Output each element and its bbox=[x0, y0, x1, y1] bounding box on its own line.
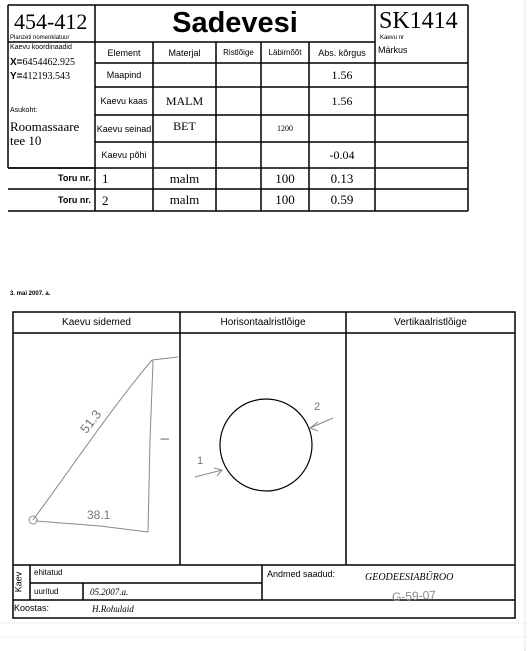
footer-author-value: H.Rohulaid bbox=[92, 604, 134, 614]
pipe-2-label: Toru nr. bbox=[58, 195, 91, 205]
pipe-1-number: 1 bbox=[102, 171, 109, 186]
footer-surveyed-label: uuritud bbox=[34, 587, 59, 596]
footer-data-source-label: Andmed saadud: bbox=[267, 569, 336, 579]
pipe-1-label: Toru nr. bbox=[58, 173, 91, 183]
pipe-2-number: 2 bbox=[102, 193, 109, 208]
sketch-line-base bbox=[36, 521, 148, 532]
row-kaevu-pohi-element: Kaevu põhi bbox=[101, 150, 147, 160]
header-cross-section: Ristlõige bbox=[223, 48, 254, 57]
coords-label: Kaevu koordinaadid bbox=[10, 44, 72, 51]
panel-title-vertical: Vertikaalristlõige bbox=[394, 317, 467, 328]
footer-side-label: Kaev bbox=[13, 571, 24, 593]
well-number-caption: Kaevu nr bbox=[380, 35, 405, 41]
dim-b: I bbox=[157, 437, 172, 441]
footer-author-label: Koostas: bbox=[14, 603, 50, 613]
footer-data-source-value: GEODEESIABÜROO bbox=[365, 572, 454, 583]
y-value: 412193.543 bbox=[22, 71, 71, 82]
dim-c: 38.1 bbox=[87, 508, 111, 522]
row-kaevu-pohi-height: -0.04 bbox=[329, 147, 355, 162]
panel-title-horizontal: Horisontaalristlõige bbox=[220, 317, 306, 328]
x-label: X= bbox=[10, 57, 23, 68]
dim-a: 51.3 bbox=[76, 406, 105, 437]
date-text: 3. mai 2007. a. bbox=[10, 291, 51, 297]
pipe-1-diameter: 100 bbox=[275, 170, 295, 186]
location-label: Asukoht: bbox=[10, 107, 38, 114]
sketch-line-connector bbox=[152, 357, 178, 360]
header-material: Materjal bbox=[168, 47, 201, 58]
header-notes: Märkus bbox=[378, 45, 408, 55]
row-maapind-height: 1.56 bbox=[331, 67, 353, 82]
pipe-1-line bbox=[195, 470, 222, 477]
footer-surveyed-value: 05.2007.a. bbox=[90, 587, 129, 597]
well-circle bbox=[220, 399, 312, 491]
row-kaevu-seinad-material: BET bbox=[173, 119, 196, 133]
row-maapind-element: Maapind bbox=[106, 70, 142, 80]
page-title: Sadevesi bbox=[172, 7, 298, 39]
pipe-2-height: 0.59 bbox=[330, 192, 354, 207]
pipe-2-diameter: 100 bbox=[275, 192, 295, 207]
row-kaevu-kaas-height: 1.56 bbox=[331, 93, 353, 108]
sketch-line-hypotenuse bbox=[33, 360, 152, 520]
panel-title-links: Kaevu sidemed bbox=[62, 317, 131, 328]
row-kaevu-kaas-material: MALM bbox=[165, 93, 204, 108]
header-abs-height: Abs. kõrgus bbox=[318, 47, 366, 58]
sheet-code: 454-412 bbox=[14, 9, 88, 34]
location-line1: Roomassaare bbox=[10, 119, 80, 134]
y-label: Y= bbox=[10, 71, 23, 82]
pipe-mark-1: 1 bbox=[197, 455, 204, 467]
footer-handwritten-code: G-59-07 bbox=[391, 587, 437, 605]
pipe-2-material: malm bbox=[169, 192, 200, 207]
well-number: SK1414 bbox=[379, 8, 458, 34]
pipe-mark-2: 2 bbox=[314, 401, 321, 413]
sketch-line-vertical bbox=[148, 360, 153, 532]
pipe-1-height: 0.13 bbox=[330, 170, 354, 186]
header-element: Element bbox=[107, 47, 141, 58]
footer-built-label: ehitatud bbox=[34, 568, 63, 577]
pipe-2-line bbox=[310, 418, 333, 428]
row-kaevu-kaas-element: Kaevu kaas bbox=[100, 96, 148, 106]
row-kaevu-seinad-diameter: 1200 bbox=[277, 124, 293, 133]
x-value: 6454462.925 bbox=[22, 57, 76, 68]
row-kaevu-seinad-element: Kaevu seinad bbox=[96, 123, 152, 134]
header-diameter: Läbimõõt bbox=[268, 48, 302, 57]
location-line2: tee 10 bbox=[10, 133, 42, 148]
pipe-1-material: malm bbox=[169, 170, 200, 186]
sheet-code-caption: Planzeti nomenklatuur bbox=[10, 35, 70, 41]
